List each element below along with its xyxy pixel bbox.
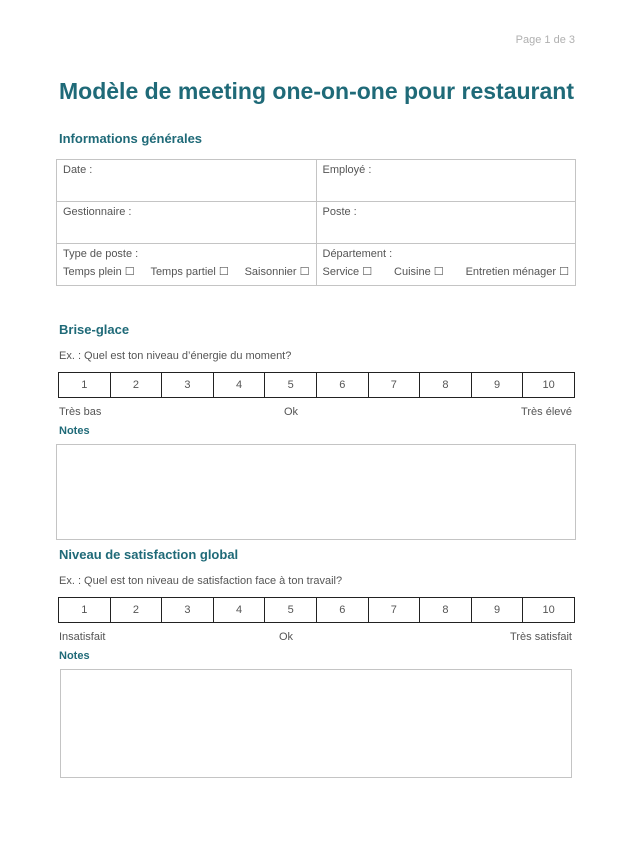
icebreaker-notes-label: Notes bbox=[59, 425, 90, 437]
position-label: Poste : bbox=[322, 206, 357, 218]
satisfaction-notes-area[interactable] bbox=[60, 669, 572, 778]
date-label: Date : bbox=[63, 164, 93, 176]
satisfaction-heading: Niveau de satisfaction global bbox=[59, 547, 239, 562]
position-field[interactable] bbox=[316, 202, 576, 244]
energy-scale-labels bbox=[59, 406, 572, 420]
icebreaker-heading: Brise-glace bbox=[59, 322, 130, 337]
satisfaction-rating-option[interactable]: 10 bbox=[522, 598, 574, 622]
satisfaction-rating-option[interactable]: 1 bbox=[81, 604, 88, 616]
satisfaction-low-label: Insatisfait bbox=[59, 631, 106, 643]
date-field[interactable] bbox=[57, 160, 317, 202]
satisfaction-rating-option[interactable]: 9 bbox=[471, 598, 523, 622]
energy-rating-option[interactable]: 4 bbox=[213, 373, 265, 397]
satisfaction-notes-label: Notes bbox=[59, 650, 90, 662]
energy-rating-option[interactable]: 8 bbox=[419, 373, 471, 397]
job-type-label: Type de poste : bbox=[63, 248, 139, 260]
general-info-table bbox=[56, 159, 576, 286]
department-options bbox=[323, 265, 570, 278]
department-field bbox=[316, 244, 576, 286]
page-title: Modèle de meeting one-on-one pour restaurant bbox=[59, 78, 574, 104]
job-type-options bbox=[63, 265, 310, 278]
energy-rating-option[interactable]: 6 bbox=[316, 373, 368, 397]
energy-high-label: Très élevé bbox=[521, 406, 572, 418]
energy-rating-option[interactable]: 7 bbox=[368, 373, 420, 397]
energy-rating-option[interactable]: 10 bbox=[522, 373, 574, 397]
job-type-option-part-time[interactable]: Temps partiel ☐ bbox=[150, 266, 229, 278]
icebreaker-question: Ex. : Quel est ton niveau d’énergie du moment? bbox=[59, 350, 292, 362]
department-label: Département : bbox=[322, 248, 393, 260]
icebreaker-notes-area[interactable] bbox=[56, 444, 576, 540]
satisfaction-rating-option[interactable]: 3 bbox=[161, 598, 213, 622]
job-type-option-full-time[interactable]: Temps plein ☐ bbox=[63, 266, 135, 278]
energy-rating-option[interactable]: 3 bbox=[161, 373, 213, 397]
employee-field[interactable] bbox=[316, 160, 576, 202]
satisfaction-rating-option[interactable]: 6 bbox=[316, 598, 368, 622]
satisfaction-rating-option[interactable]: 4 bbox=[213, 598, 265, 622]
job-type-field bbox=[57, 244, 317, 286]
employee-label: Employé : bbox=[322, 164, 372, 176]
manager-field[interactable] bbox=[57, 202, 317, 244]
energy-rating-option[interactable]: 1 bbox=[81, 379, 88, 391]
satisfaction-question: Ex. : Quel est ton niveau de satisfaction face à ton travail? bbox=[59, 575, 343, 587]
satisfaction-high-label: Très satisfait bbox=[510, 631, 572, 643]
general-info-heading: Informations générales bbox=[59, 131, 203, 146]
energy-rating-option[interactable]: 2 bbox=[110, 373, 162, 397]
satisfaction-rating-option[interactable]: 5 bbox=[264, 598, 316, 622]
department-option-kitchen[interactable]: Cuisine ☐ bbox=[394, 266, 444, 278]
department-option-housekeeping[interactable]: Entretien ménager ☐ bbox=[465, 266, 569, 278]
satisfaction-mid-label: Ok bbox=[278, 631, 294, 643]
manager-label: Gestionnaire : bbox=[63, 206, 132, 218]
energy-rating-option[interactable]: 9 bbox=[471, 373, 523, 397]
job-type-option-seasonal[interactable]: Saisonnier ☐ bbox=[244, 266, 310, 278]
satisfaction-rating-option[interactable]: 8 bbox=[419, 598, 471, 622]
satisfaction-rating-option[interactable]: 7 bbox=[368, 598, 420, 622]
satisfaction-scale-labels bbox=[59, 631, 572, 645]
energy-mid-label: Ok bbox=[283, 406, 299, 418]
page-number: Page 1 de 3 bbox=[515, 34, 575, 46]
energy-rating-scale bbox=[58, 372, 575, 398]
department-option-service[interactable]: Service ☐ bbox=[322, 266, 373, 278]
satisfaction-rating-option[interactable]: 2 bbox=[110, 598, 162, 622]
satisfaction-rating-scale bbox=[58, 597, 575, 623]
energy-rating-option[interactable]: 5 bbox=[264, 373, 316, 397]
energy-low-label: Très bas bbox=[59, 406, 102, 418]
